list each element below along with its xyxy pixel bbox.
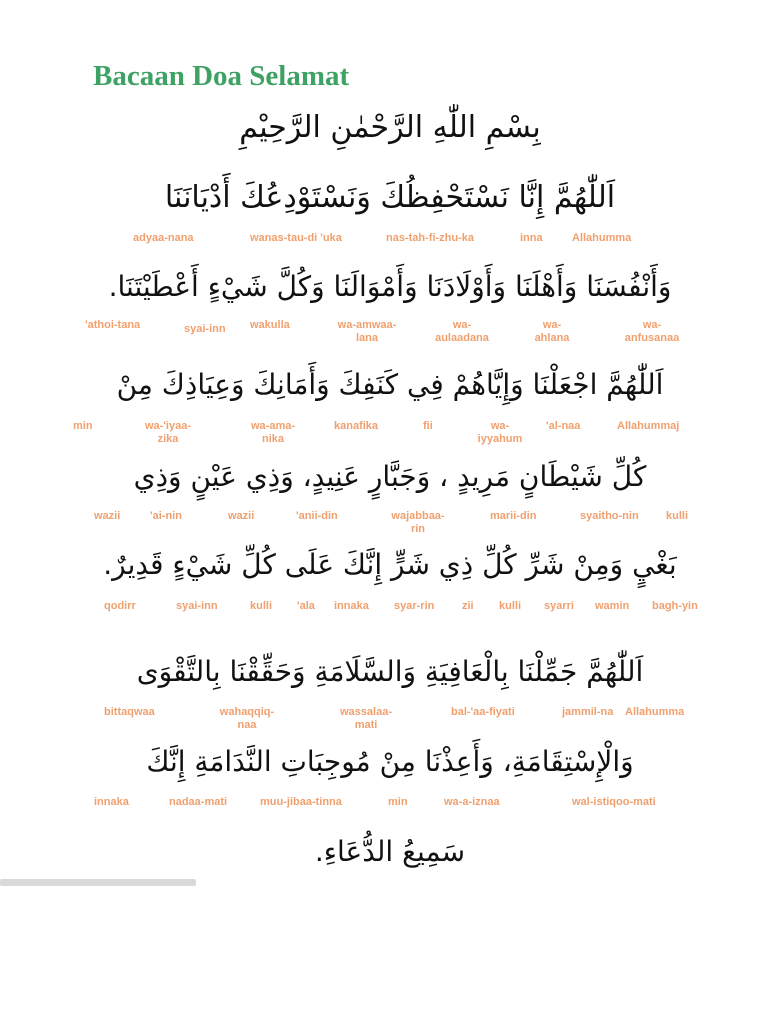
arabic-line-5: بَغْيٍ وَمِنْ شَرِّ كُلِّ ذِي شَرٍّ إِنَّكَ عَلَى كُلِّ شَيْءٍ قَدِيرٌ. xyxy=(103,548,677,581)
transliteration-word: syai-inn xyxy=(184,323,226,335)
transliteration-word: kulli xyxy=(250,600,273,612)
arabic-line-8: سَمِيعُ الدُّعَاءِ. xyxy=(314,835,466,868)
arabic-line-7: وَالْإِسْتِقَامَةِ، وَأَعِذْنَا مِنْ مُوجِبَاتِ النَّدَامَةِ إِنَّكَ xyxy=(146,745,634,778)
transliteration-word: wa- aulaadana xyxy=(435,319,489,344)
arabic-line-3: اَللّٰهُمَّ اجْعَلْنَا وَإِيَّاهُمْ فِي كَنَفِكَ وَأَمَانِكَ وَعِيَاذِكَ مِنْ xyxy=(116,368,664,401)
transliteration-word: nas-tah-fi-zhu-ka xyxy=(386,232,474,244)
transliteration-word: Allahummaj xyxy=(617,420,680,432)
transliteration-word: 'al-naa xyxy=(546,420,581,432)
transliteration-word: wa- iyyahum xyxy=(477,420,523,445)
transliteration-word: wal-istiqoo-mati xyxy=(572,796,656,808)
transliteration-word: wa-a-iznaa xyxy=(444,796,500,808)
transliteration-word: min xyxy=(73,420,93,432)
transliteration-word: bal-'aa-fiyati xyxy=(451,706,515,718)
transliteration-word: innaka xyxy=(334,600,369,612)
transliteration-word: muu-jibaa-tinna xyxy=(260,796,342,808)
transliteration-word: wahaqqiq- naa xyxy=(219,706,275,731)
page-title: Bacaan Doa Selamat xyxy=(93,60,350,92)
transliteration-word: bittaqwaa xyxy=(104,706,155,718)
transliteration-word: 'ala xyxy=(297,600,315,612)
arabic-line-4: كُلِّ شَيْطَانٍ مَرِيدٍ ، وَجَبَّارٍ عَنِيدٍ، وَذِي عَيْنٍ وَذِي xyxy=(133,460,647,493)
arabic-line-1: اَللّٰهُمَّ إِنَّا نَسْتَحْفِظُكَ وَنَسْتَوْدِعُكَ أَدْيَانَنَا xyxy=(164,180,616,215)
transliteration-word: nadaa-mati xyxy=(169,796,228,808)
transliteration-word: inna xyxy=(520,232,543,244)
transliteration-word: wa- ahlana xyxy=(534,319,570,344)
transliteration-word: wakulla xyxy=(250,319,290,331)
transliteration-word: wa-amwaa- lana xyxy=(337,319,397,344)
transliteration-word: Allahumma xyxy=(572,232,632,244)
transliteration-word: wa-ama- nika xyxy=(250,420,296,445)
transliteration-word: syaitho-nin xyxy=(580,510,639,522)
transliteration-word: wa-'iyaa- zika xyxy=(144,420,192,445)
horizontal-scrollbar[interactable] xyxy=(0,879,196,886)
transliteration-word: min xyxy=(388,796,408,808)
transliteration-word: syai-inn xyxy=(176,600,218,612)
transliteration-word: wamin xyxy=(595,600,630,612)
transliteration-word: fii xyxy=(423,420,433,432)
transliteration-word: syar-rin xyxy=(394,600,435,612)
transliteration-word: bagh-yin xyxy=(652,600,698,612)
transliteration-word: kulli xyxy=(666,510,689,522)
basmala: بِسْمِ اللّٰهِ الرَّحْمٰنِ الرَّحِيْمِ xyxy=(239,110,541,145)
transliteration-word: 'anii-din xyxy=(296,510,338,522)
arabic-line-6: اَللّٰهُمَّ جَمِّلْنَا بِالْعَافِيَةِ وَالسَّلَامَةِ وَحَقِّقْنَا بِالتَّقْوَى xyxy=(136,655,644,688)
arabic-line-2: وَأَنْفُسَنَا وَأَهْلَنَا وَأَوْلَادَنَا وَأَمْوَالَنَا وَكُلَّ شَيْءٍ أَعْطَيْتَنَا. xyxy=(108,270,672,303)
transliteration-word: marii-din xyxy=(490,510,537,522)
transliteration-word: syarri xyxy=(544,600,574,612)
transliteration-word: kanafika xyxy=(334,420,379,432)
transliteration-word: adyaa-nana xyxy=(133,232,194,244)
transliteration-word: wazii xyxy=(228,510,255,522)
transliteration-word: zii xyxy=(462,600,474,612)
transliteration-word: kulli xyxy=(499,600,522,612)
transliteration-word: 'ai-nin xyxy=(150,510,182,522)
transliteration-word: wajabbaa- rin xyxy=(391,510,445,535)
transliteration-word: 'athoi-tana xyxy=(85,319,141,331)
transliteration-word: jammil-na xyxy=(562,706,614,718)
transliteration-word: Allahumma xyxy=(625,706,685,718)
transliteration-word: qodirr xyxy=(104,600,136,612)
transliteration-word: wazii xyxy=(94,510,121,522)
transliteration-word: wa- anfusanaa xyxy=(624,319,680,344)
transliteration-word: wanas-tau-di 'uka xyxy=(250,232,342,244)
transliteration-word: wassalaa- mati xyxy=(340,706,392,731)
transliteration-word: innaka xyxy=(94,796,129,808)
